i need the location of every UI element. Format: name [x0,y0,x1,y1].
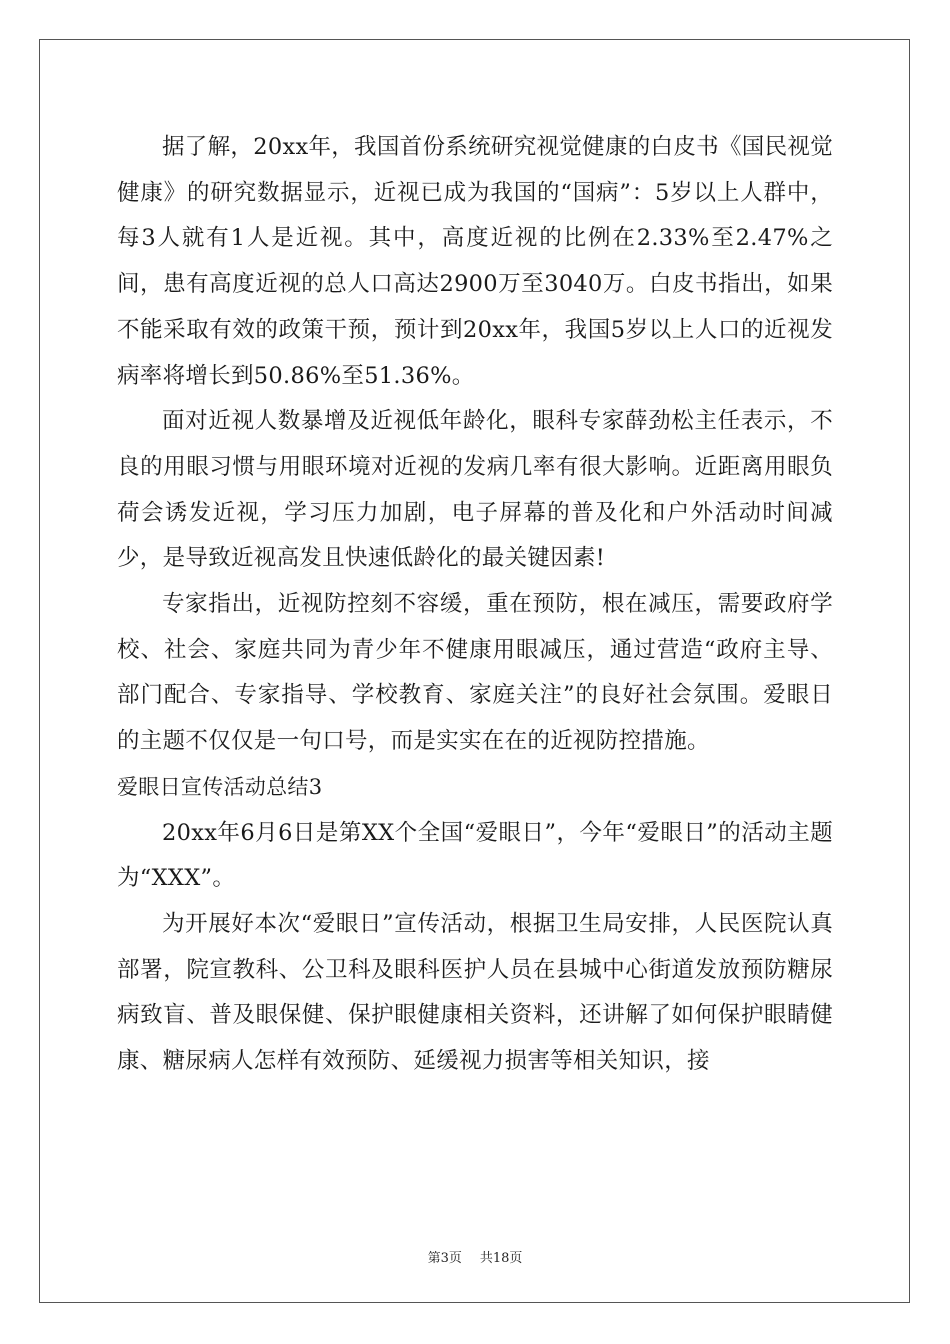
paragraph-myopia-whitepaper: 据了解，20xx年，我国首份系统研究视觉健康的白皮书《国民视觉健康》的研究数据显示，近视已成为我国的“国病”：5岁以上人群中，每3人就有1人是近视。其中，高度近视的比例在2.33%至2.47%之间，患有高度近视的总人口高达2900万至3040万。白皮书指出，如果不能采取有效的政策干预，预计到20xx年，我国5岁以上人口的近视发病率将增长到50.86%至51.36%。 [117,134,833,389]
paragraph-activity-details: 为开展好本次“爱眼日”宣传活动，根据卫生局安排，人民医院认真部署，院宣教科、公卫科及眼科医护人员在县城中心街道发放预防糖尿病致盲、普及眼保健、保护眼健康相关资料，还讲解了如何保护眼睛健康、糖尿病人怎样有效预防、延缓视力损害等相关知识，接 [117,910,833,1075]
paragraph-expert-causes: 面对近视人数暴增及近视低年龄化，眼科专家薛劲松主任表示，不良的用眼习惯与用眼环境对近视的发病几率有很大影响。近距离用眼负荷会诱发近视，学习压力加剧，电子屏幕的普及化和户外活动时间减少，是导致近视高发且快速低龄化的最关键因素! [117,408,833,572]
document-body [117,125,833,1085]
paragraph-prevention: 专家指出，近视防控刻不容缓，重在预防，根在减压，需要政府学校、社会、家庭共同为青少年不健康用眼减压，通过营造“政府主导、部门配合、专家指导、学校教育、家庭关注”的良好社会氛围。爱眼日的主题不仅仅是一句口号，而是实实在在的近视防控措施。 [117,591,833,755]
page-footer [0,1247,950,1266]
paragraph-event-theme: 20xx年6月6日是第XX个全国“爱眼日”，今年“爱眼日”的活动主题为“XXX”。 [117,819,833,892]
page-total: 共18页 [479,1251,523,1266]
page-number: 第3页 [427,1251,462,1266]
section-title: 爱眼日宣传活动总结3 [117,774,323,799]
